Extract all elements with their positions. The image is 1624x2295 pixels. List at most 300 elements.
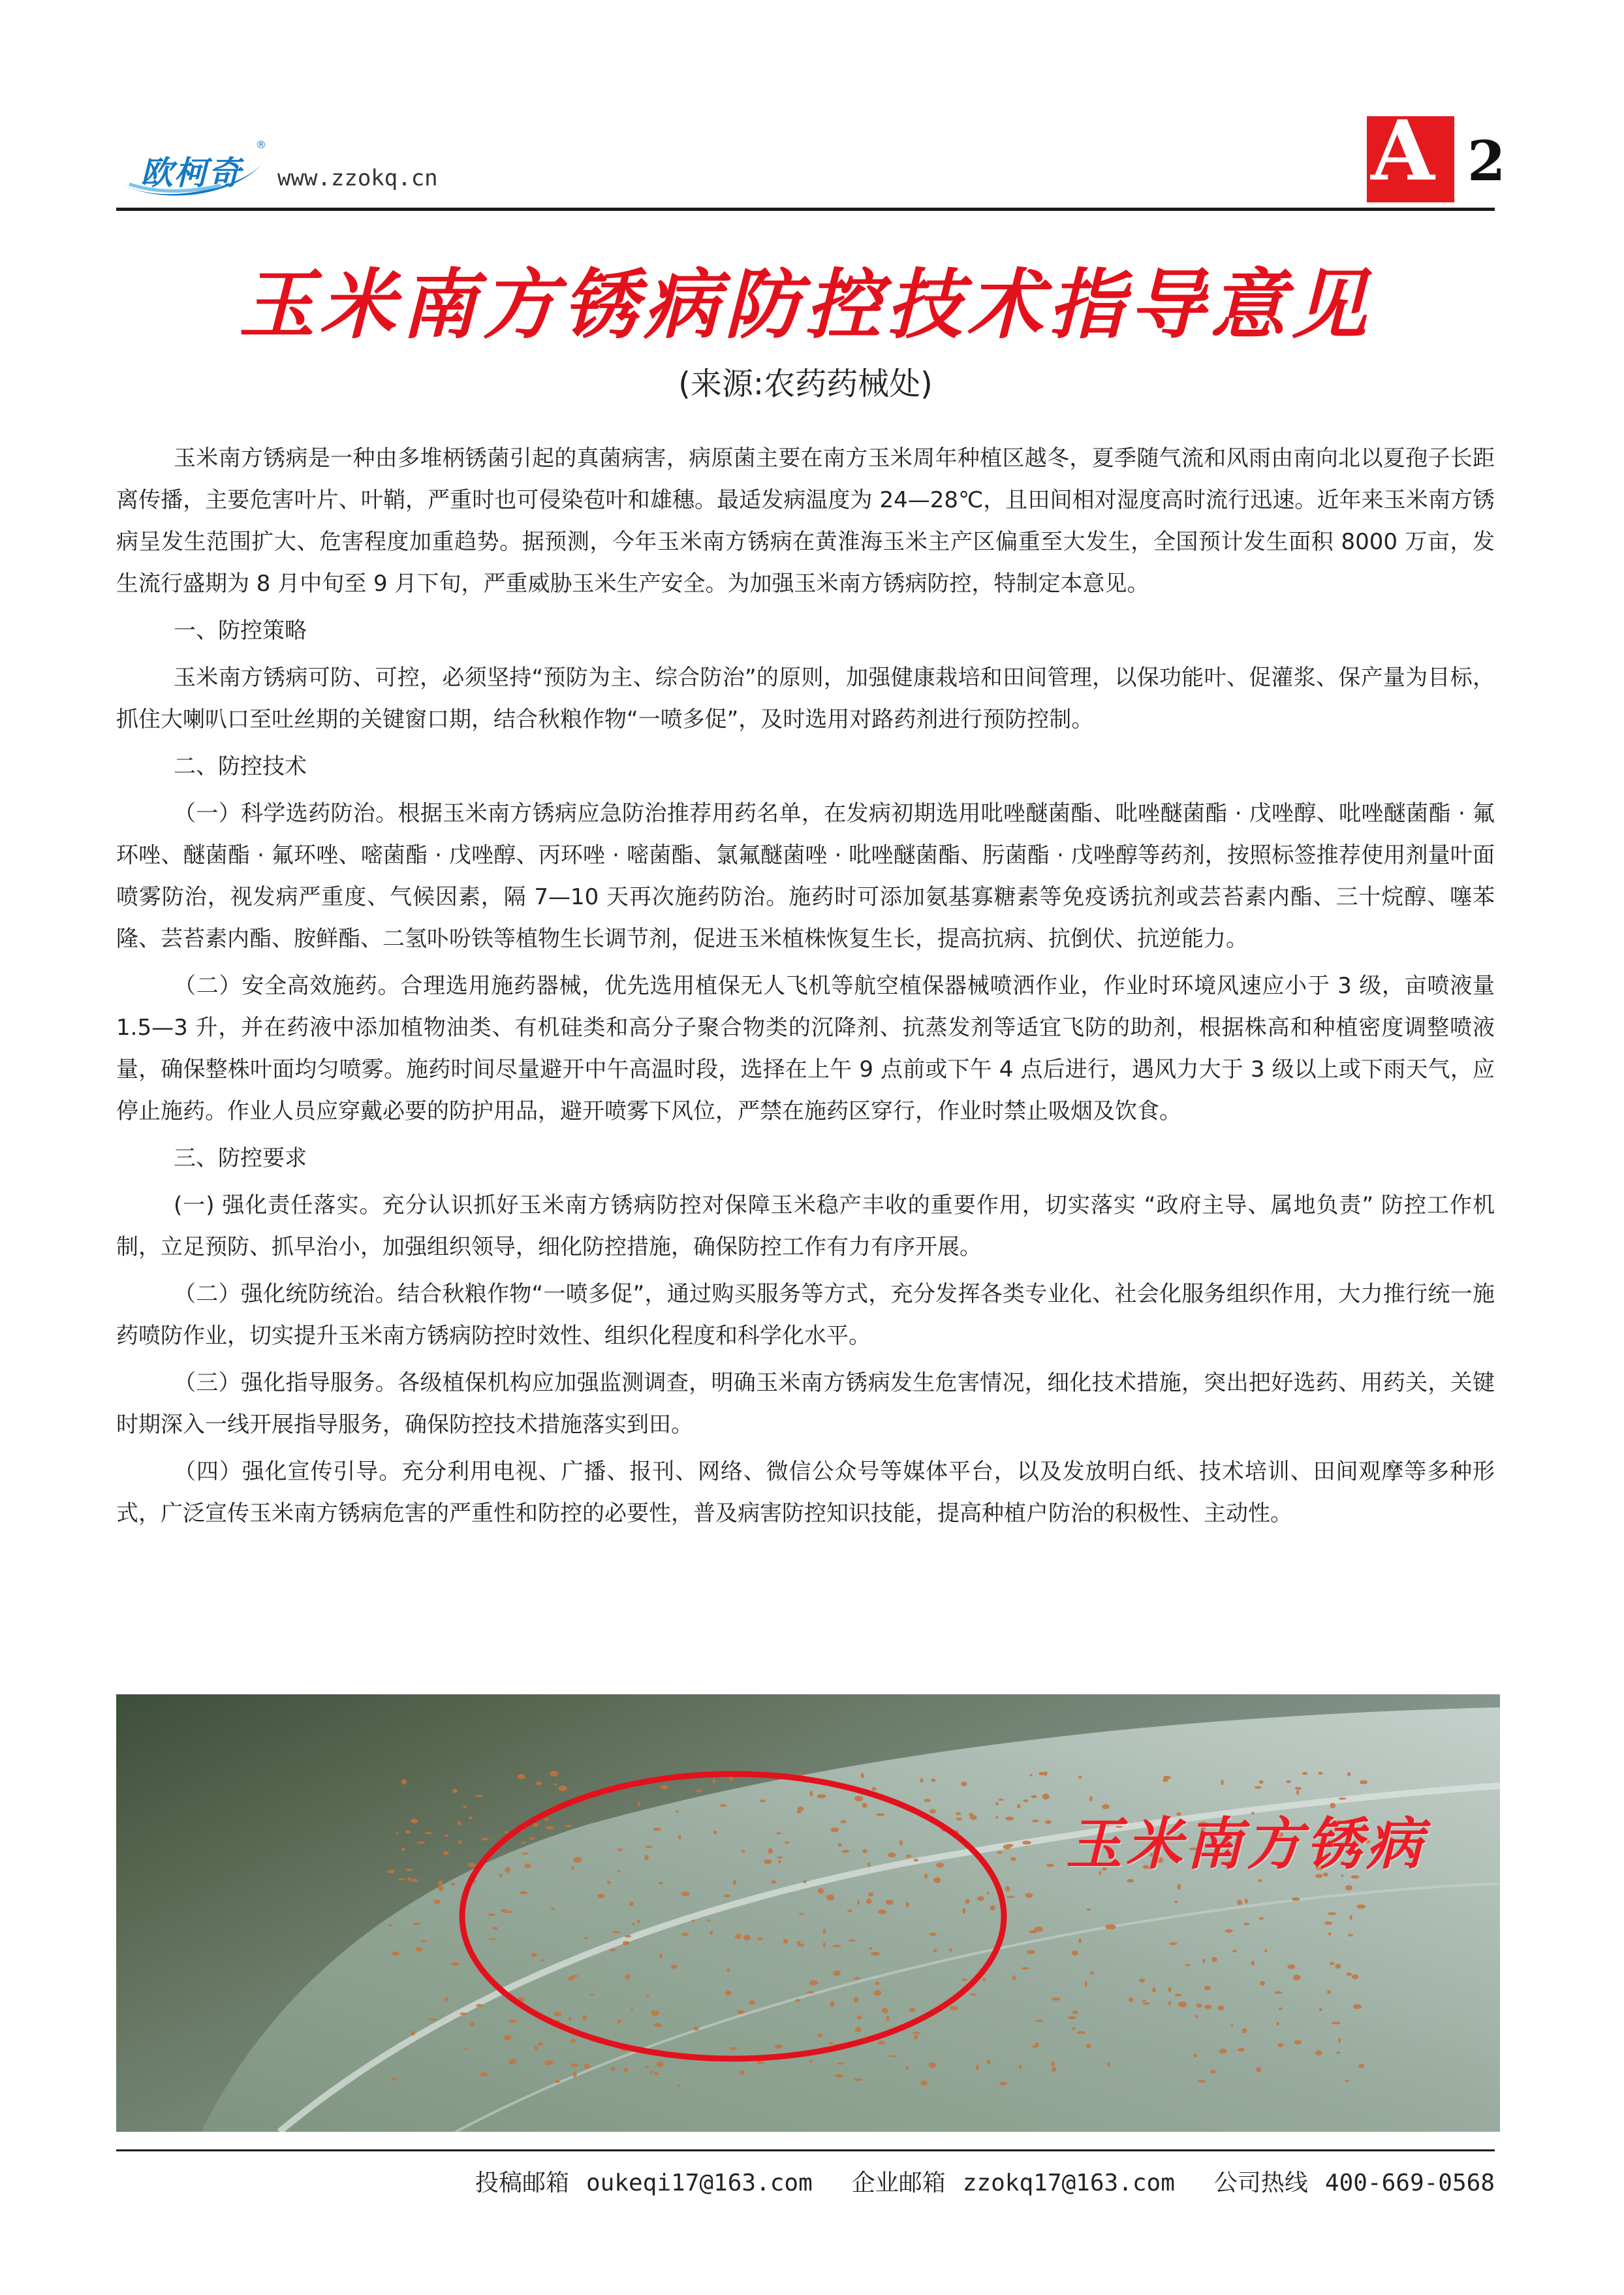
rust-spot — [597, 1893, 604, 1898]
rust-spot — [1090, 1971, 1095, 1974]
rust-spot — [691, 1920, 695, 1922]
rust-spot — [924, 1799, 930, 1802]
rust-spot — [1030, 1774, 1033, 1777]
rust-spot — [1031, 1796, 1037, 1798]
company-email[interactable]: zzokq17@163.com — [962, 2170, 1175, 2196]
rust-spot — [920, 2080, 927, 2085]
rust-spot — [1163, 1776, 1171, 1779]
rust-spot — [906, 1902, 909, 1907]
rust-spot — [391, 2078, 398, 2080]
rust-spot — [914, 2035, 918, 2040]
rust-spot — [610, 2067, 616, 2070]
rust-spot — [760, 1799, 766, 1802]
rust-spot — [644, 1855, 649, 1860]
rust-spot — [438, 1886, 444, 1891]
rust-spot — [651, 2010, 659, 2016]
rust-spot — [1129, 1997, 1134, 2002]
rust-spot — [861, 1773, 865, 1779]
rust-spot — [913, 2032, 920, 2034]
rust-spot — [406, 1869, 413, 1871]
rust-spot — [920, 1779, 924, 1783]
rust-spot — [784, 1842, 789, 1844]
rust-spot — [776, 1832, 781, 1834]
rust-spot — [451, 1962, 460, 1966]
rust-spot — [1185, 1964, 1191, 1966]
rust-spot — [413, 1922, 420, 1925]
rust-spot — [710, 1931, 713, 1935]
rust-spot — [1238, 2048, 1245, 2051]
rust-spot — [458, 1821, 461, 1826]
rust-spot — [1046, 1864, 1054, 1867]
hotline-number[interactable]: 400-669-0568 — [1324, 2170, 1495, 2196]
submit-email-label: 投稿邮箱 — [475, 2170, 569, 2196]
article-title: 玉米南方锈病防控技术指导意见 — [239, 261, 1372, 349]
rust-spot — [796, 1941, 800, 1944]
rust-spot — [1025, 1893, 1033, 1898]
rust-spot — [764, 1860, 772, 1864]
rust-spot — [676, 1810, 679, 1812]
rust-spot — [617, 2019, 621, 2024]
rust-spot — [1211, 2070, 1216, 2074]
rust-spot — [1078, 1776, 1082, 1779]
rust-spot — [950, 2006, 958, 2010]
rust-spot — [1348, 1934, 1353, 1937]
rust-spot — [458, 1841, 462, 1844]
rust-spot — [906, 1855, 912, 1858]
rust-spot — [878, 1909, 886, 1914]
rust-spot — [629, 1901, 634, 1906]
rust-spot — [1068, 2016, 1076, 2019]
rust-spot — [438, 1880, 443, 1886]
rust-spot — [777, 1857, 783, 1859]
rust-spot — [463, 1806, 467, 1808]
article-source: (来源:农药药械处) — [678, 366, 933, 402]
rust-spot — [476, 2004, 483, 2006]
rust-spot — [817, 2034, 823, 2038]
rust-spot — [1332, 2021, 1340, 2024]
rust-spot — [1245, 1899, 1248, 1903]
rust-spot — [1142, 2000, 1146, 2002]
rust-spot — [1072, 2010, 1078, 2014]
rust-spot — [659, 1882, 663, 1884]
rust-spot — [724, 1894, 730, 1897]
rust-spot — [1318, 1772, 1322, 1775]
rust-spot — [1029, 1930, 1037, 1933]
rust-spot — [1295, 1787, 1302, 1790]
site-url[interactable]: www.zzokq.cn — [277, 165, 438, 191]
rust-spot — [544, 2060, 553, 2065]
rust-spot — [1275, 1991, 1283, 1994]
rust-spot — [1296, 1790, 1299, 1795]
rust-spot — [1037, 1929, 1043, 1931]
rust-spot — [521, 1842, 527, 1844]
rust-spot — [661, 1785, 668, 1789]
rust-spot — [1027, 1950, 1035, 1954]
rust-spot — [625, 1974, 631, 1980]
rust-spot — [1006, 1844, 1014, 1847]
rust-spot — [1264, 1950, 1268, 1952]
rust-spot — [481, 1838, 489, 1841]
rust-spot — [524, 1863, 531, 1868]
rust-spot — [408, 1877, 411, 1881]
rust-spot — [1292, 1897, 1300, 1901]
rust-spot — [499, 1874, 503, 1877]
rust-spot — [841, 1820, 847, 1824]
rust-spot — [795, 1999, 800, 2002]
rust-spot — [867, 1862, 871, 1867]
rust-spot — [451, 1882, 455, 1886]
rust-spot — [847, 1910, 852, 1912]
rust-spot — [1352, 1974, 1358, 1979]
rust-spot — [411, 2031, 415, 2036]
rust-spot — [956, 1818, 962, 1821]
rust-spot — [1279, 2007, 1282, 2010]
rust-spot — [842, 1850, 850, 1853]
rust-spot — [854, 1796, 863, 1801]
rust-spot — [929, 1933, 937, 1936]
paragraph-technique-1: （一）科学选药防治。根据玉米南方锈病应急防治推荐用药名单，在发病初期选用吡唑醚菌酯、吡唑醚菌酯 · 戊唑醇、吡唑醚菌酯 · 氟环唑、醚菌酯 · 氟环唑、嘧菌酯 · 戊唑醇、丙环唑 · 嘧菌酯、氯氟醚菌唑 · 吡唑醚菌酯、肟菌酯 · 戊唑醇等药剂，按照标签推荐使用剂量叶面喷雾防治，视发病严重度、气候因素，隔 7—10 天再次施药防治。施药时可添加氨基寡糖素等免疫诱抗剂或芸苔素内酯、三十烷醇、噻苯隆、芸苔素内酯、胺鲜酯、二氢卟吩铁等植物生长调节剂，促进玉米植株恢复生长，提高抗病、抗倒伏、抗逆能力。 — [116, 800, 1495, 952]
rust-spot — [617, 1848, 623, 1852]
rust-spot — [1086, 1908, 1091, 1910]
rust-spot — [501, 1909, 507, 1912]
rust-spot — [411, 1879, 418, 1882]
rust-spot — [544, 1818, 549, 1821]
rust-spot — [645, 2066, 649, 2068]
rust-spot — [571, 2063, 578, 2067]
rust-spot — [518, 1774, 525, 1779]
rust-spot — [775, 2044, 782, 2049]
rust-spot — [572, 2072, 576, 2077]
rust-spot — [625, 1935, 631, 1937]
rust-spot — [584, 1937, 589, 1939]
rust-spot — [509, 2059, 516, 2065]
rust-spot — [638, 1801, 641, 1807]
rust-spot — [1221, 1780, 1223, 1786]
rust-spot — [541, 1959, 544, 1961]
rust-spot — [713, 1779, 716, 1784]
rust-spot — [536, 1781, 542, 1785]
rust-spot — [977, 1896, 985, 1901]
rust-spot — [505, 1867, 510, 1873]
rust-spot — [1052, 1997, 1060, 2001]
corn-leaf-illustration — [116, 1694, 1500, 2132]
rust-spot — [797, 1809, 802, 1813]
rust-spot — [1319, 2008, 1322, 2011]
rust-spot — [1152, 1987, 1156, 1992]
rust-spot — [906, 2066, 909, 2070]
rust-spot — [1205, 2004, 1212, 2009]
rust-spot — [735, 1934, 742, 1939]
rust-spot — [1169, 1942, 1178, 1945]
rust-spot — [508, 2019, 517, 2023]
rust-spot — [726, 1969, 730, 1972]
rust-spot — [1293, 1974, 1301, 1980]
rust-spot — [569, 2018, 571, 2021]
rust-spot — [1107, 1924, 1116, 1929]
rust-spot — [936, 1863, 944, 1868]
rust-spot — [857, 2016, 862, 2020]
rust-spot — [1338, 2038, 1341, 2043]
rust-spot — [1086, 2044, 1091, 2048]
rust-spot — [1023, 1799, 1029, 1802]
rust-spot — [1225, 1929, 1233, 1933]
rust-spot — [875, 1982, 880, 1986]
rust-spot — [529, 1837, 535, 1840]
rust-spot — [1052, 2067, 1056, 2072]
rust-spot — [1072, 2027, 1075, 2031]
rust-spot — [956, 1812, 961, 1816]
rust-spot — [1022, 1967, 1029, 1969]
rust-spot — [757, 1937, 763, 1940]
rust-spot — [854, 1997, 858, 2003]
rust-spot — [884, 2010, 888, 2014]
rust-spot — [469, 1816, 472, 1820]
rust-spot — [503, 2035, 511, 2040]
rust-spot — [1178, 1884, 1181, 1890]
rust-spot — [862, 1803, 867, 1808]
rust-spot — [828, 2042, 834, 2045]
rust-spot — [833, 1971, 841, 1976]
rust-spot — [933, 1949, 937, 1952]
rust-spot — [965, 1899, 970, 1904]
rust-spot — [1076, 2031, 1085, 2034]
rust-spot — [809, 1791, 813, 1797]
rust-spot — [1327, 1990, 1331, 1994]
rust-spot — [1051, 2061, 1055, 2066]
rust-spot — [995, 1802, 999, 1805]
rust-spot — [1078, 1939, 1082, 1944]
rust-spot — [445, 1997, 448, 2001]
rust-spot — [1019, 2065, 1022, 2069]
rust-spot — [831, 1828, 839, 1832]
rust-spot — [1168, 1987, 1172, 1992]
rust-spot — [623, 1941, 630, 1945]
rust-spot — [1175, 1993, 1182, 1996]
rust-spot — [1072, 1950, 1078, 1955]
submit-email[interactable]: oukeqi17@163.com — [586, 2170, 813, 2196]
rust-spot — [1360, 1781, 1367, 1784]
rust-spot — [1017, 1804, 1020, 1809]
rust-spot — [837, 2063, 844, 2065]
rust-spot — [741, 1850, 745, 1852]
rust-spot — [551, 1908, 555, 1910]
rust-spot — [493, 1927, 498, 1929]
rust-spot — [681, 1933, 689, 1936]
rust-spot — [433, 1900, 441, 1905]
rust-spot — [1347, 1772, 1351, 1777]
rust-spot — [976, 2065, 979, 2070]
rust-spot — [1345, 1885, 1352, 1890]
paragraph-intro: 玉米南方锈病是一种由多堆柄锈菌引起的真菌病害，病原菌主要在南方玉米周年种植区越冬，夏季随气流和风雨由南向北以夏孢子长距离传播，主要危害叶片、叶鞘，严重时也可侵染苞叶和雄穗。最适发病温度为 24—28℃，且田间相对湿度高时流行迅速。近年来玉米南方锈病呈发生范围扩大、危害程度加重趋势。据预测，今年玉米南方锈病在黄淮海玉米主产区偏重至大发生，全国预计发生面积 8000 万亩，发生流行盛期为 8 月中旬至 9 月下旬，严重威胁玉米生产安全。为加强玉米南方锈病防控，特制定本意见。 — [116, 445, 1495, 597]
rust-spot — [470, 2022, 475, 2027]
rust-spot — [854, 2078, 862, 2081]
rust-spot — [817, 1794, 826, 1798]
rust-spot — [1335, 1964, 1341, 1969]
rust-spot — [1259, 1918, 1264, 1920]
rust-spot — [909, 2008, 916, 2012]
rust-spot — [809, 1980, 819, 1986]
paragraph-requirement-1: (一) 强化责任落实。充分认识抓好玉米南方锈病防控对保障玉米稳产丰收的重要作用，切实落实 “政府主导、属地负责” 防控工作机制，立足预防、抓早治小，加强组织领导，细化防控措施，确保防控工作有力有序开展。 — [116, 1192, 1495, 1260]
rust-spot — [417, 1842, 426, 1844]
rust-spot — [798, 1944, 805, 1947]
rust-spot — [1243, 1923, 1250, 1925]
rust-spot — [460, 2012, 467, 2015]
rust-spot — [1038, 1772, 1044, 1775]
rust-spot — [1202, 1959, 1205, 1963]
rust-spot — [997, 1851, 1002, 1854]
rust-spot — [830, 2001, 834, 2007]
rust-spot — [1005, 1816, 1014, 1820]
rust-spot — [387, 1870, 394, 1873]
rust-spot — [1357, 1905, 1366, 1908]
rust-spot — [1237, 1900, 1242, 1905]
rust-spot — [398, 1878, 405, 1880]
rust-spot — [554, 2080, 559, 2083]
rust-spot — [1242, 2028, 1247, 2033]
rust-spot — [1035, 2019, 1043, 2022]
rust-spot — [654, 2072, 659, 2075]
paragraph-strategy: 玉米南方锈病可防、可控，必须坚持“预防为主、综合防治”的原则，加强健康栽培和田间管理，以保功能叶、促灌浆、保产量为目标，抓住大喇叭口至吐丝期的关键窗口期，结合秋粮作物“一喷多促”，及时选用对路药剂进行预防控制。 — [116, 665, 1495, 733]
rust-spot — [488, 1938, 497, 1940]
rust-spot — [401, 1779, 407, 1784]
rust-spot — [1276, 2022, 1279, 2026]
rust-spot — [743, 1935, 751, 1940]
top-divider — [116, 208, 1495, 211]
rust-spot — [1032, 2046, 1036, 2048]
rust-spot — [405, 1831, 411, 1833]
rust-spot — [1045, 1820, 1052, 1824]
rust-spot — [1107, 2062, 1110, 2067]
rust-spot — [855, 2027, 862, 2033]
paragraph-requirement-2: （二）强化统防统治。结合秋粮作物“一喷多促”，通过购买服务等方式，充分发挥各类专业化、社会化服务组织作用，大力推行统一施药喷防作业，切实提升玉米南方锈病防控时效性、组织化程度和科学化水平。 — [116, 1281, 1495, 1349]
rust-spot — [570, 2039, 576, 2043]
rust-spot — [1260, 1981, 1265, 1986]
rust-spot — [1255, 1786, 1262, 1789]
rust-spot — [1336, 2051, 1340, 2054]
rust-spot — [783, 1939, 789, 1944]
rust-spot — [1251, 1961, 1255, 1966]
rust-spot — [554, 2012, 562, 2016]
rust-spot — [693, 2027, 699, 2031]
rust-spot — [999, 1799, 1004, 1801]
rust-spot — [582, 2015, 586, 2020]
bottom-divider — [116, 2149, 1495, 2151]
rust-spot — [854, 1977, 860, 1980]
rust-spot — [612, 1931, 621, 1933]
rust-spot — [609, 1949, 616, 1952]
rust-spot — [986, 2060, 990, 2065]
rust-spot — [849, 1939, 856, 1942]
rust-spot — [445, 1834, 448, 1837]
registered-mark: ® — [256, 138, 266, 151]
rust-spot — [480, 2072, 488, 2076]
rust-spot — [1328, 1912, 1337, 1915]
rust-spot — [1219, 2049, 1227, 2054]
rust-spot — [876, 1813, 884, 1816]
rust-spot — [654, 2023, 662, 2027]
rust-spot — [749, 2000, 755, 2005]
rust-spot — [822, 1929, 826, 1934]
rust-spot — [416, 1947, 423, 1952]
rust-spot — [837, 1843, 841, 1847]
rust-spot — [1032, 1820, 1039, 1822]
rust-spot — [1139, 1978, 1145, 1982]
rust-spot — [1330, 1962, 1334, 1965]
rust-spot — [1175, 1901, 1178, 1903]
rust-spot — [678, 2085, 680, 2087]
rust-spot — [504, 1831, 508, 1833]
rust-spot — [424, 1832, 432, 1834]
rust-spot — [1168, 2001, 1171, 2006]
rust-spot — [590, 1994, 594, 1996]
rust-spot — [559, 1786, 567, 1792]
page-section-letter: A — [1371, 103, 1435, 199]
rust-spot — [833, 1945, 841, 1948]
rust-spot — [624, 2068, 628, 2072]
rust-spot — [1143, 2002, 1150, 2005]
rust-spot — [969, 1813, 974, 1817]
rust-spot — [607, 1881, 611, 1884]
rust-spot — [1178, 2002, 1187, 2008]
rust-spot — [678, 1835, 681, 1839]
rust-spot — [740, 2070, 745, 2075]
rust-spot — [970, 1993, 976, 1995]
rust-spot — [1204, 1986, 1211, 1990]
rust-spot — [886, 2016, 890, 2021]
rust-spot — [1294, 2040, 1302, 2045]
paragraph-requirement-4: （四）强化宣传引导。充分利用电视、广播、报刊、网络、微信公众号等媒体平台，以及发放明白纸、技术培训、田间观摩等多种形式，广泛宣传玉米南方锈病危害的严重性和防控的必要性，普及病害防控知识技能，提高种植户防治的积极性、主动性。 — [116, 1459, 1495, 1527]
rust-spot — [862, 1849, 867, 1853]
rust-spot — [695, 1790, 702, 1792]
rust-spot — [888, 1853, 896, 1858]
rust-spot — [571, 1866, 574, 1871]
rust-spot — [982, 1978, 986, 1981]
rust-spot — [835, 2074, 843, 2078]
rust-spot — [1012, 1975, 1016, 1980]
rust-spot — [396, 1832, 399, 1834]
rust-spot — [1042, 1794, 1050, 1799]
rust-spot — [452, 1789, 458, 1793]
rust-spot — [631, 2008, 634, 2010]
rust-spot — [962, 1908, 965, 1914]
rust-spot — [650, 2071, 653, 2074]
rust-spot — [806, 1991, 814, 1994]
rust-spot — [707, 1920, 710, 1922]
rust-spot — [1286, 1781, 1290, 1783]
article-body — [116, 437, 1495, 1540]
rust-spot — [488, 1914, 495, 1916]
rust-spot — [1085, 1981, 1088, 1986]
rust-spot — [1256, 2067, 1261, 2073]
rust-spot — [874, 1990, 882, 1995]
rust-spot — [826, 1895, 834, 1901]
rust-spot — [803, 1880, 806, 1884]
rust-spot — [823, 1942, 826, 1948]
rust-spot — [1328, 1932, 1331, 1935]
rust-spot — [995, 1816, 998, 1818]
rust-spot — [1353, 2004, 1362, 2009]
rust-spot — [671, 1965, 677, 1969]
rust-spot — [1211, 1957, 1217, 1962]
rust-spot — [1302, 1772, 1307, 1775]
rust-spot — [866, 1899, 872, 1905]
rust-spot — [1358, 2064, 1364, 2068]
rust-spot — [1287, 1965, 1295, 1969]
rust-spot — [778, 1860, 781, 1863]
rust-spot — [632, 1923, 635, 1925]
rust-spot — [1007, 1896, 1014, 1899]
rust-spot — [388, 1924, 394, 1926]
